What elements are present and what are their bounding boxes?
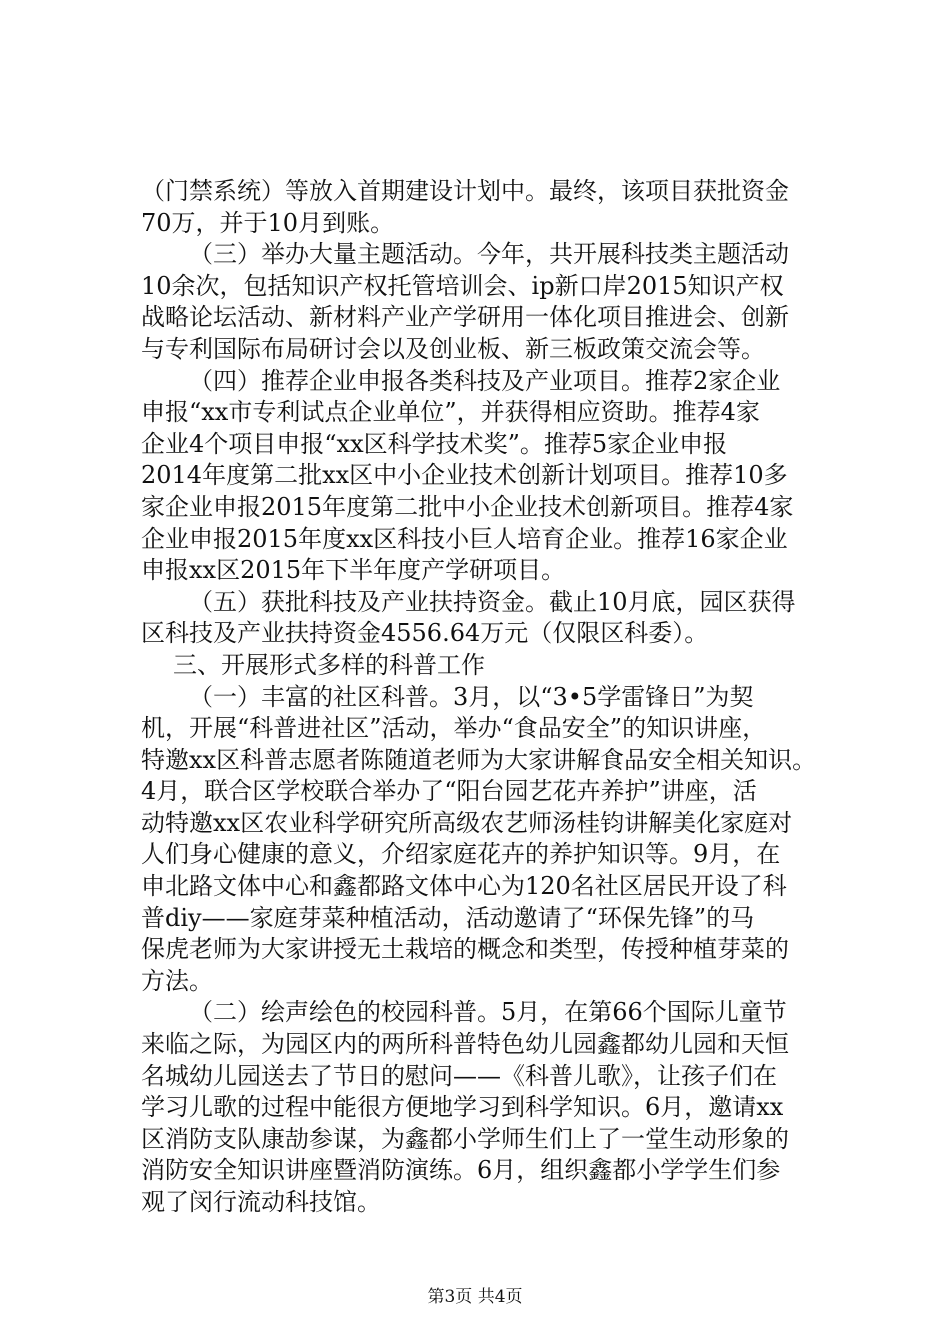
- text-line: 方法。: [141, 966, 213, 995]
- text-line: 特邀xx区科普志愿者陈随道老师为大家讲解食品安全相关知识。: [141, 745, 817, 774]
- paragraph-heading-3: （三）举办大量主题活动。今年，共开展科技类主题活动: [189, 240, 789, 269]
- text-line: 普diy——家庭芽菜种植活动，活动邀请了“环保先锋”的马: [141, 903, 755, 932]
- text-line: 70万，并于10月到账。: [141, 208, 395, 237]
- text-line: 4月，联合区学校联合举办了“阳台园艺花卉养护”讲座，活: [141, 777, 757, 806]
- text-line: 机，开展“科普进社区”活动，举办“食品安全”的知识讲座，: [141, 714, 767, 743]
- text-line: 名城幼儿园送去了节日的慰问——《科普儿歌》，让孩子们在: [141, 1061, 777, 1090]
- text-line: 申北路文体中心和鑫都路文体中心为120名社区居民开设了科: [141, 872, 787, 901]
- text-line: 区消防支队康劼参谋，为鑫都小学师生们上了一堂生动形象的: [141, 1124, 789, 1153]
- text-line: 申报xx区2015年下半年度产学研项目。: [141, 556, 566, 585]
- paragraph-heading-4: （四）推荐企业申报各类科技及产业项目。推荐2家企业: [189, 366, 781, 395]
- page-number-footer: 第3页 共4页: [427, 1287, 523, 1307]
- text-line: 消防安全知识讲座暨消防演练。6月，组织鑫都小学学生们参: [141, 1156, 781, 1185]
- text-line: 动特邀xx区农业科学研究所高级农艺师汤桂钧讲解美化家庭对: [141, 808, 793, 837]
- text-line: 2014年度第二批xx区中小企业技术创新计划项目。推荐10多: [141, 461, 788, 490]
- text-line: （门禁系统）等放入首期建设计划中。最终，该项目获批资金: [141, 177, 789, 205]
- section-heading: 三、开展形式多样的科普工作: [173, 650, 485, 679]
- text-line: 战略论坛活动、新材料产业产学研用一体化项目推进会、创新: [141, 303, 789, 332]
- text-line: 学习儿歌的过程中能很方便地学习到科学知识。6月，邀请xx: [141, 1093, 784, 1122]
- paragraph-heading-5: （五）获批科技及产业扶持资金。截止10月底，园区获得: [189, 587, 796, 616]
- paragraph-heading-2: （二）绘声绘色的校园科普。5月，在第66个国际儿童节: [189, 998, 787, 1027]
- text-line: 家企业申报2015年度第二批中小企业技术创新项目。推荐4家: [141, 492, 794, 521]
- document-body: [141, 176, 831, 1219]
- text-line: 企业申报2015年度xx区科技小巨人培育企业。推荐16家企业: [141, 524, 788, 553]
- text-line: 10余次，包括知识产权托管培训会、ip新口岸2015知识产权: [141, 271, 784, 300]
- paragraph-heading-1: （一）丰富的社区科普。3月，以“3•5学雷锋日”为契: [189, 682, 754, 711]
- text-line: 人们身心健康的意义，介绍家庭花卉的养护知识等。9月，在: [141, 840, 781, 869]
- text-line: 保虎老师为大家讲授无土栽培的概念和类型，传授种植芽菜的: [141, 935, 789, 964]
- text-line: 来临之际，为园区内的两所科普特色幼儿园鑫都幼儿园和天恒: [141, 1030, 789, 1059]
- text-line: 申报“xx市专利试点企业单位”，并获得相应资助。推荐4家: [141, 398, 760, 427]
- text-line: 企业4个项目申报“xx区科学技术奖”。推荐5家企业申报: [141, 429, 728, 458]
- text-line: 观了闵行流动科技馆。: [141, 1188, 381, 1216]
- text-line: 区科技及产业扶持资金4556.64万元（仅限区科委）。: [141, 619, 709, 648]
- text-line: 与专利国际布局研讨会以及创业板、新三板政策交流会等。: [141, 334, 765, 363]
